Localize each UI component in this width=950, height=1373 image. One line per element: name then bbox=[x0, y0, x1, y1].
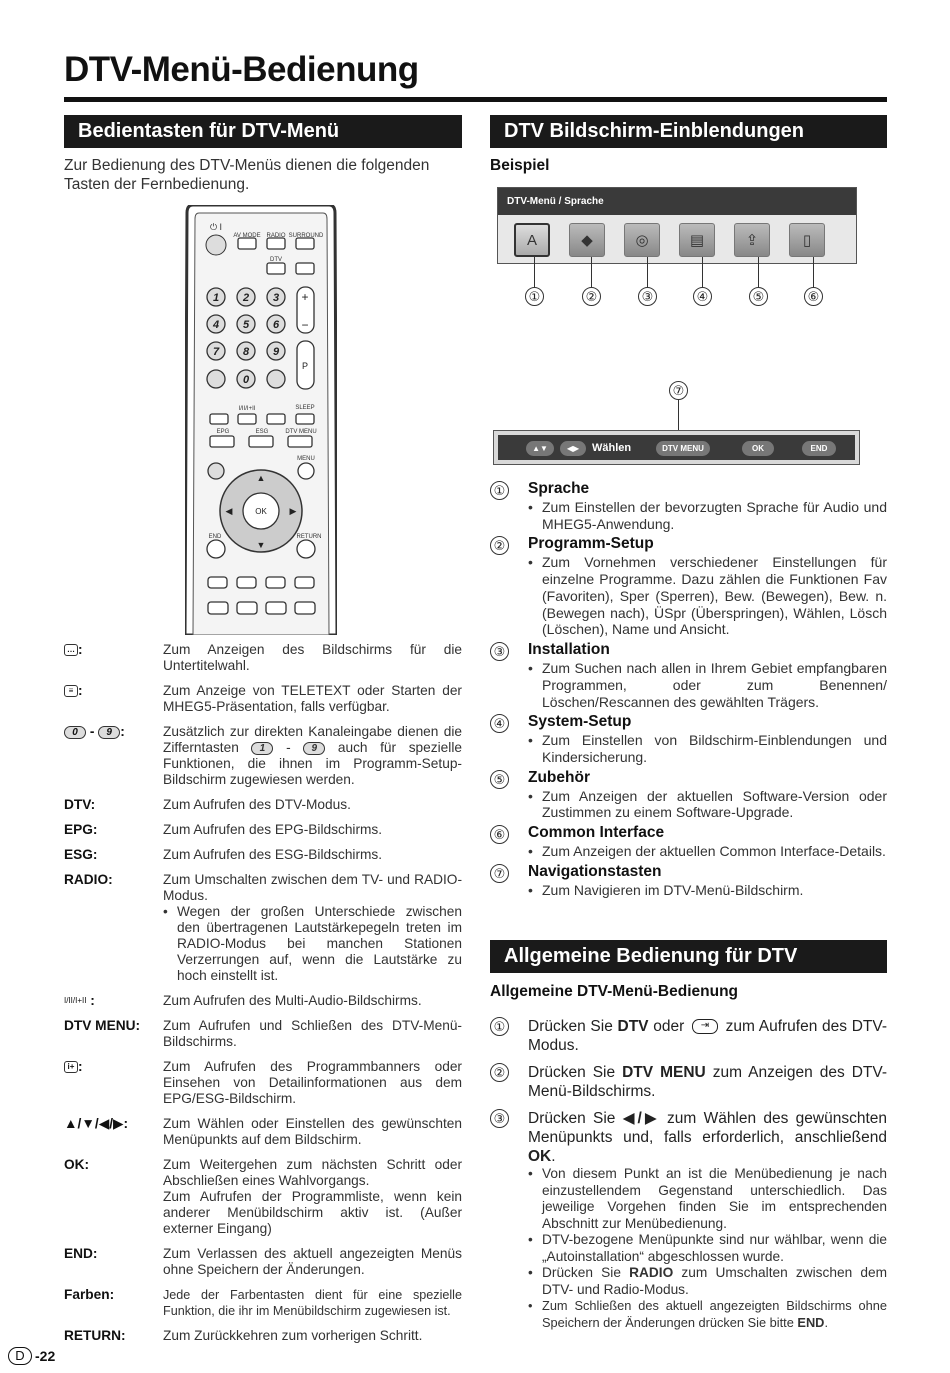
accessories-icon: ⇪ bbox=[734, 223, 770, 257]
item-number: ② bbox=[490, 536, 509, 555]
item-number: ⑦ bbox=[490, 864, 509, 883]
key-desc-extra: Zum Aufrufen der Programmliste, wenn kein anderer Menübildschirm aktiv ist. (Außer externer Eingang) bbox=[163, 1189, 462, 1236]
info-icon: i+ bbox=[64, 1061, 78, 1073]
digit-range-sep: - bbox=[286, 740, 291, 755]
osd-navigation-bar bbox=[493, 430, 860, 465]
item-number: ① bbox=[490, 481, 509, 500]
remote-menu-label: MENU bbox=[297, 456, 315, 462]
svg-text:◀: ◀ bbox=[225, 506, 233, 516]
remote-digit-6: 6 bbox=[272, 319, 280, 331]
page-number bbox=[8, 1347, 55, 1365]
osd-item-list bbox=[490, 481, 887, 902]
key-row-epg bbox=[64, 822, 462, 838]
step-text: zum Anzeigen des DTV-Menü-Bildschirms. bbox=[528, 1064, 887, 1100]
title-rule bbox=[64, 97, 887, 102]
key-term: EPG: bbox=[64, 822, 98, 837]
step-text: Drücken Sie bbox=[528, 1110, 623, 1127]
key-desc: Zum Aufrufen des Multi-Audio-Bildschirms. bbox=[163, 993, 422, 1008]
list-item: ⑥ Common Interface • Zum Anzeigen der aktuellen Common Interface-Details. bbox=[490, 825, 887, 860]
list-item: ① Sprache • Zum Einstellen der bevorzugten Sprache für Audio und MHEG5-Anwendung. bbox=[490, 481, 887, 532]
step-number: ② bbox=[490, 1063, 509, 1082]
input-icon: ⇥ bbox=[692, 1019, 718, 1034]
list-item: ④ System-Setup • Zum Einstellen von Bildschirm-Einblendungen und Kindersicherung. bbox=[490, 714, 887, 765]
common-interface-icon: ▯ bbox=[789, 223, 825, 257]
step-item bbox=[490, 1063, 887, 1101]
remote-dtv-menu-label: DTV MENU bbox=[285, 429, 317, 435]
item-heading: Programm-Setup bbox=[528, 535, 654, 553]
key-term: RADIO: bbox=[64, 872, 113, 887]
step-text: Drücken Sie bbox=[528, 1018, 618, 1035]
digit-range-sep: - bbox=[89, 724, 95, 739]
step-item: ③ Drücken Sie ◀/▶ zum Wählen des gewünschten Menüpunkts und, falls erforderlich, anschließend OK. • Von diesem Punkt an ist die Menübedienung je nach einzustellendem Gegenstand unterschiedlich. Das jeweilige Vorgehen finden Sie im entsprechenden Abschnitt zur Menübedienung. • DTV-bezogene Menüpunkte sind nur wählbar, wenn die „Autoinstallation“ abgeschlossen wurde. • Drücken Sie RADIO zum Umschalten zwischen dem DTV- und Radio-Modus. • Zum Schließen des aktuell angezeigten Bildschirms ohne Speichern der Änderungen drücken Sie bitte END. bbox=[490, 1109, 887, 1331]
key-row-info: i+ : Zum Aufrufen des Programmbanners oder Einsehen von Detailinformationen aus dem EPG/ESG-Bildschirm. bbox=[64, 1059, 462, 1107]
step-bullet-key: RADIO bbox=[629, 1265, 674, 1280]
key-row-arrows bbox=[64, 1116, 462, 1148]
key-row-end bbox=[64, 1246, 462, 1278]
key-desc: Jede der Farbentasten dient für eine spezielle Funktion, die ihr im Menübildschirm zugewiesen ist. bbox=[163, 1288, 462, 1318]
callout-6: ⑥ bbox=[804, 287, 823, 306]
page-title: DTV-Menü-Bedienung bbox=[64, 50, 419, 89]
nav-select-label: Wählen bbox=[592, 442, 632, 454]
item-heading: Common Interface bbox=[528, 824, 665, 842]
remote-digit-0: 0 bbox=[242, 374, 250, 386]
step-text: zum Wählen des gewünschten Menüpunkts und, falls erforderlich, anschließend bbox=[528, 1110, 887, 1146]
key-row-ok bbox=[64, 1157, 462, 1237]
key-desc: Zum Aufrufen und Schließen des DTV-Menü-Bildschirms. bbox=[163, 1018, 462, 1049]
key-desc bbox=[163, 1157, 462, 1237]
svg-text:▶: ▶ bbox=[289, 506, 297, 516]
remote-radio-label: RADIO bbox=[266, 233, 286, 239]
list-item: ③ Installation • Zum Suchen nach allen in Ihrem Gebiet empfangbaren Programmen, oder zum Benennen/ Löschen/Rescannen des gewählten Trägers. bbox=[490, 642, 887, 710]
callout-leader bbox=[591, 257, 592, 287]
remote-sleep-label: SLEEP bbox=[295, 405, 315, 411]
item-bullet: Zum Einstellen von Bildschirm-Einblendungen und Kindersicherung. bbox=[542, 732, 887, 765]
key-term: RETURN: bbox=[64, 1328, 126, 1343]
callout-leader bbox=[813, 257, 814, 287]
key-descriptions bbox=[64, 642, 462, 1353]
example-label: Beispiel bbox=[490, 157, 550, 174]
step-bullet: DTV-bezogene Menüpunkte sind nur wählbar, wenn die „Autoinstallation“ abgeschlossen wurde. bbox=[542, 1232, 887, 1264]
step-number: ③ bbox=[490, 1109, 509, 1128]
key-term: ▲/▼/◀/▶: bbox=[64, 1116, 129, 1131]
svg-text:▲: ▲ bbox=[256, 473, 266, 483]
key-desc: Zum Aufrufen des DTV-Modus. bbox=[163, 797, 351, 812]
key-desc: Zum Anzeige von TELETEXT oder Starten der MHEG5-Präsentation, falls verfügbar. bbox=[163, 683, 462, 714]
key-row-return bbox=[64, 1328, 462, 1344]
key-term: ESG: bbox=[64, 847, 98, 862]
key-row-colors bbox=[64, 1287, 462, 1319]
svg-text:▼: ▼ bbox=[256, 540, 266, 550]
key-desc: Zum Wählen oder Einstellen des gewünschten Menüpunkts auf dem Bildschirm. bbox=[163, 1116, 462, 1147]
remote-digit-3: 3 bbox=[272, 292, 280, 304]
step-key: OK bbox=[528, 1148, 552, 1165]
key-row-dtv-menu bbox=[64, 1018, 462, 1050]
step-key: DTV MENU bbox=[622, 1064, 706, 1081]
key-desc-main: Zum Weitergehen zum nächsten Schritt oder Abschließen eines Wahlvorgangs. bbox=[163, 1157, 462, 1188]
svg-text:⏻ I: ⏻ I bbox=[209, 222, 223, 232]
step-text: zum Aufrufen des DTV-Modus. bbox=[528, 1018, 888, 1054]
key-desc: Zum Aufrufen des ESG-Bildschirms. bbox=[163, 847, 383, 862]
remote-esg-label: ESG bbox=[255, 429, 269, 435]
item-bullet: Zum Anzeigen der aktuellen Software-Version oder Zustimmen zu einem Software-Upgrade. bbox=[542, 787, 887, 821]
key-row-esg bbox=[64, 847, 462, 863]
step-text: . bbox=[551, 1148, 556, 1165]
step-bullet: Drücken Sie bbox=[542, 1265, 630, 1280]
key-desc: Zum Umschalten zwischen dem TV- und RADIO-Modus. • Wegen der großen Unterschiede zwischen den übertragenen Lautstärkepegeln treten im RADIO-Modus bei manchen Stationen Verzerrungen auf, wenn die Lautstärke zu hoch einstellt ist. bbox=[163, 872, 462, 983]
general-subheading: Allgemeine DTV-Menü-Bedienung bbox=[490, 983, 739, 1000]
step-item bbox=[490, 1017, 887, 1055]
program-setup-icon: ◆ bbox=[569, 223, 605, 257]
key-desc: Zum Verlassen des aktuell angezeigten Menüs ohne Speichern der Änderungen. bbox=[163, 1246, 462, 1277]
remote-surround-label: SURROUND bbox=[288, 233, 324, 239]
step-bullet: . bbox=[824, 1314, 828, 1330]
remote-digit-1: 1 bbox=[212, 292, 220, 304]
item-number: ⑤ bbox=[490, 770, 509, 789]
intro-text: Zur Bedienung des DTV-Menüs dienen die folgenden Tasten der Fernbedienung. bbox=[64, 157, 430, 193]
section-heading-general: Allgemeine Bedienung für DTV bbox=[490, 940, 887, 973]
callout-4: ④ bbox=[693, 287, 712, 306]
osd-title: DTV-Menü / Sprache bbox=[498, 188, 856, 215]
key-term: DTV: bbox=[64, 797, 96, 812]
key-term: DTV MENU: bbox=[64, 1018, 141, 1033]
key-desc: Zum Aufrufen des EPG-Bildschirms. bbox=[163, 822, 383, 837]
remote-digit-5: 5 bbox=[242, 319, 250, 331]
item-number: ③ bbox=[490, 642, 509, 661]
step-number: ① bbox=[490, 1017, 509, 1036]
system-setup-icon: ▤ bbox=[679, 223, 715, 257]
key-desc-part2: auch für spezielle Funktionen, die ihnen im Programm-Setup-Bildschirm zugewiesen werden. bbox=[163, 740, 462, 787]
remote-digit-2: 2 bbox=[242, 292, 250, 304]
item-heading: Installation bbox=[528, 641, 610, 659]
general-steps bbox=[490, 1017, 887, 1339]
item-heading: Navigationstasten bbox=[528, 862, 662, 880]
digit-0-icon: 0 bbox=[64, 726, 86, 739]
installation-icon: ◎ bbox=[624, 223, 660, 257]
callout-3: ③ bbox=[638, 287, 657, 306]
item-bullet: Zum Vornehmen verschiedener Einstellungen für einzelne Programme. Dazu zählen die Funktionen Fav (Favoriten), Sper (Sperren), Bew. (Bewegen), Bew. n. (Bewegen nach), ÜSpr (Überspringen), Wählen, Lösch (Löschen), Name und Ansicht. bbox=[542, 554, 887, 638]
list-item: ② Programm-Setup • Zum Vornehmen verschiedener Einstellungen für einzelne Programme. Dazu zählen die Funktionen Fav (Favoriten), Sper (Sperren), Bew. (Bewegen), Bew. n. (Bewegen nach), ÜSpr (Überspringen), Wählen, Lösch (Löschen), Name und Ansicht. bbox=[490, 536, 887, 638]
item-bullet: Zum Suchen nach allen in Ihrem Gebiet empfangbaren Programmen, oder zum Benennen/ Löschen/Rescannen des gewählten Trägers. bbox=[542, 659, 887, 710]
digit-9-icon: 9 bbox=[303, 742, 325, 755]
page-letter: D bbox=[8, 1347, 32, 1365]
key-desc-bullet: Wegen der großen Unterschiede zwischen den übertragenen Lautstärkepegeln treten im RADIO-Modus bei manchen Stationen Verzerrungen auf, wenn die Lautstärke zu hoch einstellt ist. bbox=[177, 904, 462, 983]
remote-control-illustration bbox=[185, 205, 337, 635]
step-bullet-key: END bbox=[797, 1314, 825, 1330]
callout-leader bbox=[702, 257, 703, 287]
step-key: DTV bbox=[617, 1018, 649, 1035]
remote-return-label: RETURN bbox=[296, 534, 322, 540]
up-down-icon: ▲▼ bbox=[526, 441, 554, 456]
callout-1: ① bbox=[525, 287, 544, 306]
subtitle-icon: … bbox=[64, 644, 78, 656]
step-text: Drücken Sie bbox=[528, 1064, 623, 1081]
language-icon: A bbox=[514, 223, 550, 257]
key-desc: Zum Aufrufen des Programmbanners oder Einsehen von Detailinformationen aus dem EPG/ESG-Bildschirm. bbox=[163, 1059, 462, 1106]
remote-audio-mode-label: I/II/I+II bbox=[238, 406, 256, 412]
digit-9-icon: 9 bbox=[98, 726, 120, 739]
osd-menu-example bbox=[497, 187, 857, 264]
remote-av-mode-label: AV MODE bbox=[233, 233, 261, 239]
key-desc-main: Zum Umschalten zwischen dem TV- und RADIO-Modus. bbox=[163, 872, 462, 903]
page-number-value: -22 bbox=[35, 1348, 56, 1364]
nav-end-badge: END bbox=[802, 441, 836, 456]
svg-text:+: + bbox=[301, 290, 309, 304]
step-key: ◀/▶ bbox=[622, 1110, 660, 1127]
step-bullet: Von diesem Punkt an ist die Menübedienung je nach einzustellendem Gegenstand unterschiedlich. Das jeweilige Vorgehen finden Sie im entsprechenden Abschnitt zur Menübedienung. bbox=[542, 1166, 887, 1231]
audio-mode-icon: I/II/I+II bbox=[64, 996, 87, 1006]
remote-digit-8: 8 bbox=[242, 346, 250, 358]
item-bullet: Zum Navigieren im DTV-Menü-Bildschirm. bbox=[542, 881, 804, 898]
step-text: oder bbox=[648, 1018, 689, 1035]
key-desc: Zum Zurückkehren zum vorherigen Schritt. bbox=[163, 1328, 423, 1343]
nav-dtv-menu-badge: DTV MENU bbox=[656, 441, 710, 456]
remote-digit-9: 9 bbox=[272, 346, 280, 358]
key-row-teletext: ≡ : Zum Anzeige von TELETEXT oder Starten der MHEG5-Präsentation, falls verfügbar. bbox=[64, 683, 462, 715]
key-row-subtitle: … : Zum Anzeigen des Bildschirms für die Untertitelwahl. bbox=[64, 642, 462, 674]
key-desc bbox=[163, 724, 462, 788]
callout-leader bbox=[758, 257, 759, 287]
digit-1-icon: 1 bbox=[251, 742, 273, 755]
remote-digit-4: 4 bbox=[212, 319, 220, 331]
remote-epg-label: EPG bbox=[216, 429, 230, 435]
item-heading: Zubehör bbox=[528, 768, 590, 786]
callout-leader bbox=[647, 257, 648, 287]
callout-2: ② bbox=[582, 287, 601, 306]
key-term: END: bbox=[64, 1246, 98, 1261]
remote-ok-label: OK bbox=[255, 507, 267, 516]
section-heading-remote-keys: Bedientasten für DTV-Menü bbox=[64, 115, 462, 148]
list-item: ⑦ Navigationstasten • Zum Navigieren im DTV-Menü-Bildschirm. bbox=[490, 864, 887, 899]
key-row-digits bbox=[64, 724, 462, 788]
item-heading: Sprache bbox=[528, 480, 590, 497]
step-bullet: zum Umschalten zwischen dem DTV- und Radio-Modus. bbox=[542, 1265, 888, 1297]
remote-dtv-label: DTV bbox=[270, 257, 282, 263]
key-row-dtv bbox=[64, 797, 462, 813]
item-bullet: Zum Anzeigen der aktuellen Common Interface-Details. bbox=[542, 842, 886, 859]
callout-leader bbox=[678, 400, 679, 430]
svg-text:−: − bbox=[301, 318, 309, 332]
key-term: OK: bbox=[64, 1157, 90, 1172]
remote-digit-7: 7 bbox=[212, 346, 220, 358]
digit-colon: : bbox=[120, 724, 125, 739]
remote-p-label: P bbox=[301, 361, 309, 371]
item-bullet: Zum Einstellen der bevorzugten Sprache für Audio und MHEG5-Anwendung. bbox=[542, 498, 887, 532]
key-term: Farben: bbox=[64, 1287, 115, 1302]
key-row-audio-mode: I/II/I+II : Zum Aufrufen des Multi-Audio-Bildschirms. bbox=[64, 993, 462, 1009]
teletext-icon: ≡ bbox=[64, 685, 78, 697]
remote-end-label: END bbox=[208, 534, 222, 540]
item-number: ④ bbox=[490, 714, 509, 733]
left-right-icon: ◀▶ bbox=[560, 441, 586, 456]
section-heading-osd: DTV Bildschirm-Einblendungen bbox=[490, 115, 887, 148]
key-desc: Zum Anzeigen des Bildschirms für die Untertitelwahl. bbox=[163, 642, 462, 673]
step-bullet: Zum Schließen des aktuell angezeigten Bildschirms ohne Speichern der Änderungen drücken Sie bitte bbox=[542, 1298, 887, 1330]
item-heading: System-Setup bbox=[528, 713, 632, 731]
item-number: ⑥ bbox=[490, 825, 509, 844]
callout-7: ⑦ bbox=[669, 381, 688, 400]
nav-ok-badge: OK bbox=[742, 441, 774, 456]
callout-5: ⑤ bbox=[749, 287, 768, 306]
key-desc-part1: Zusätzlich zur direkten Kanaleingabe dienen die Zifferntasten bbox=[163, 724, 462, 755]
list-item: ⑤ Zubehör • Zum Anzeigen der aktuellen Software-Version oder Zustimmen zu einem Software-Upgrade. bbox=[490, 770, 887, 821]
key-row-radio bbox=[64, 872, 462, 984]
callout-leader bbox=[534, 257, 535, 287]
